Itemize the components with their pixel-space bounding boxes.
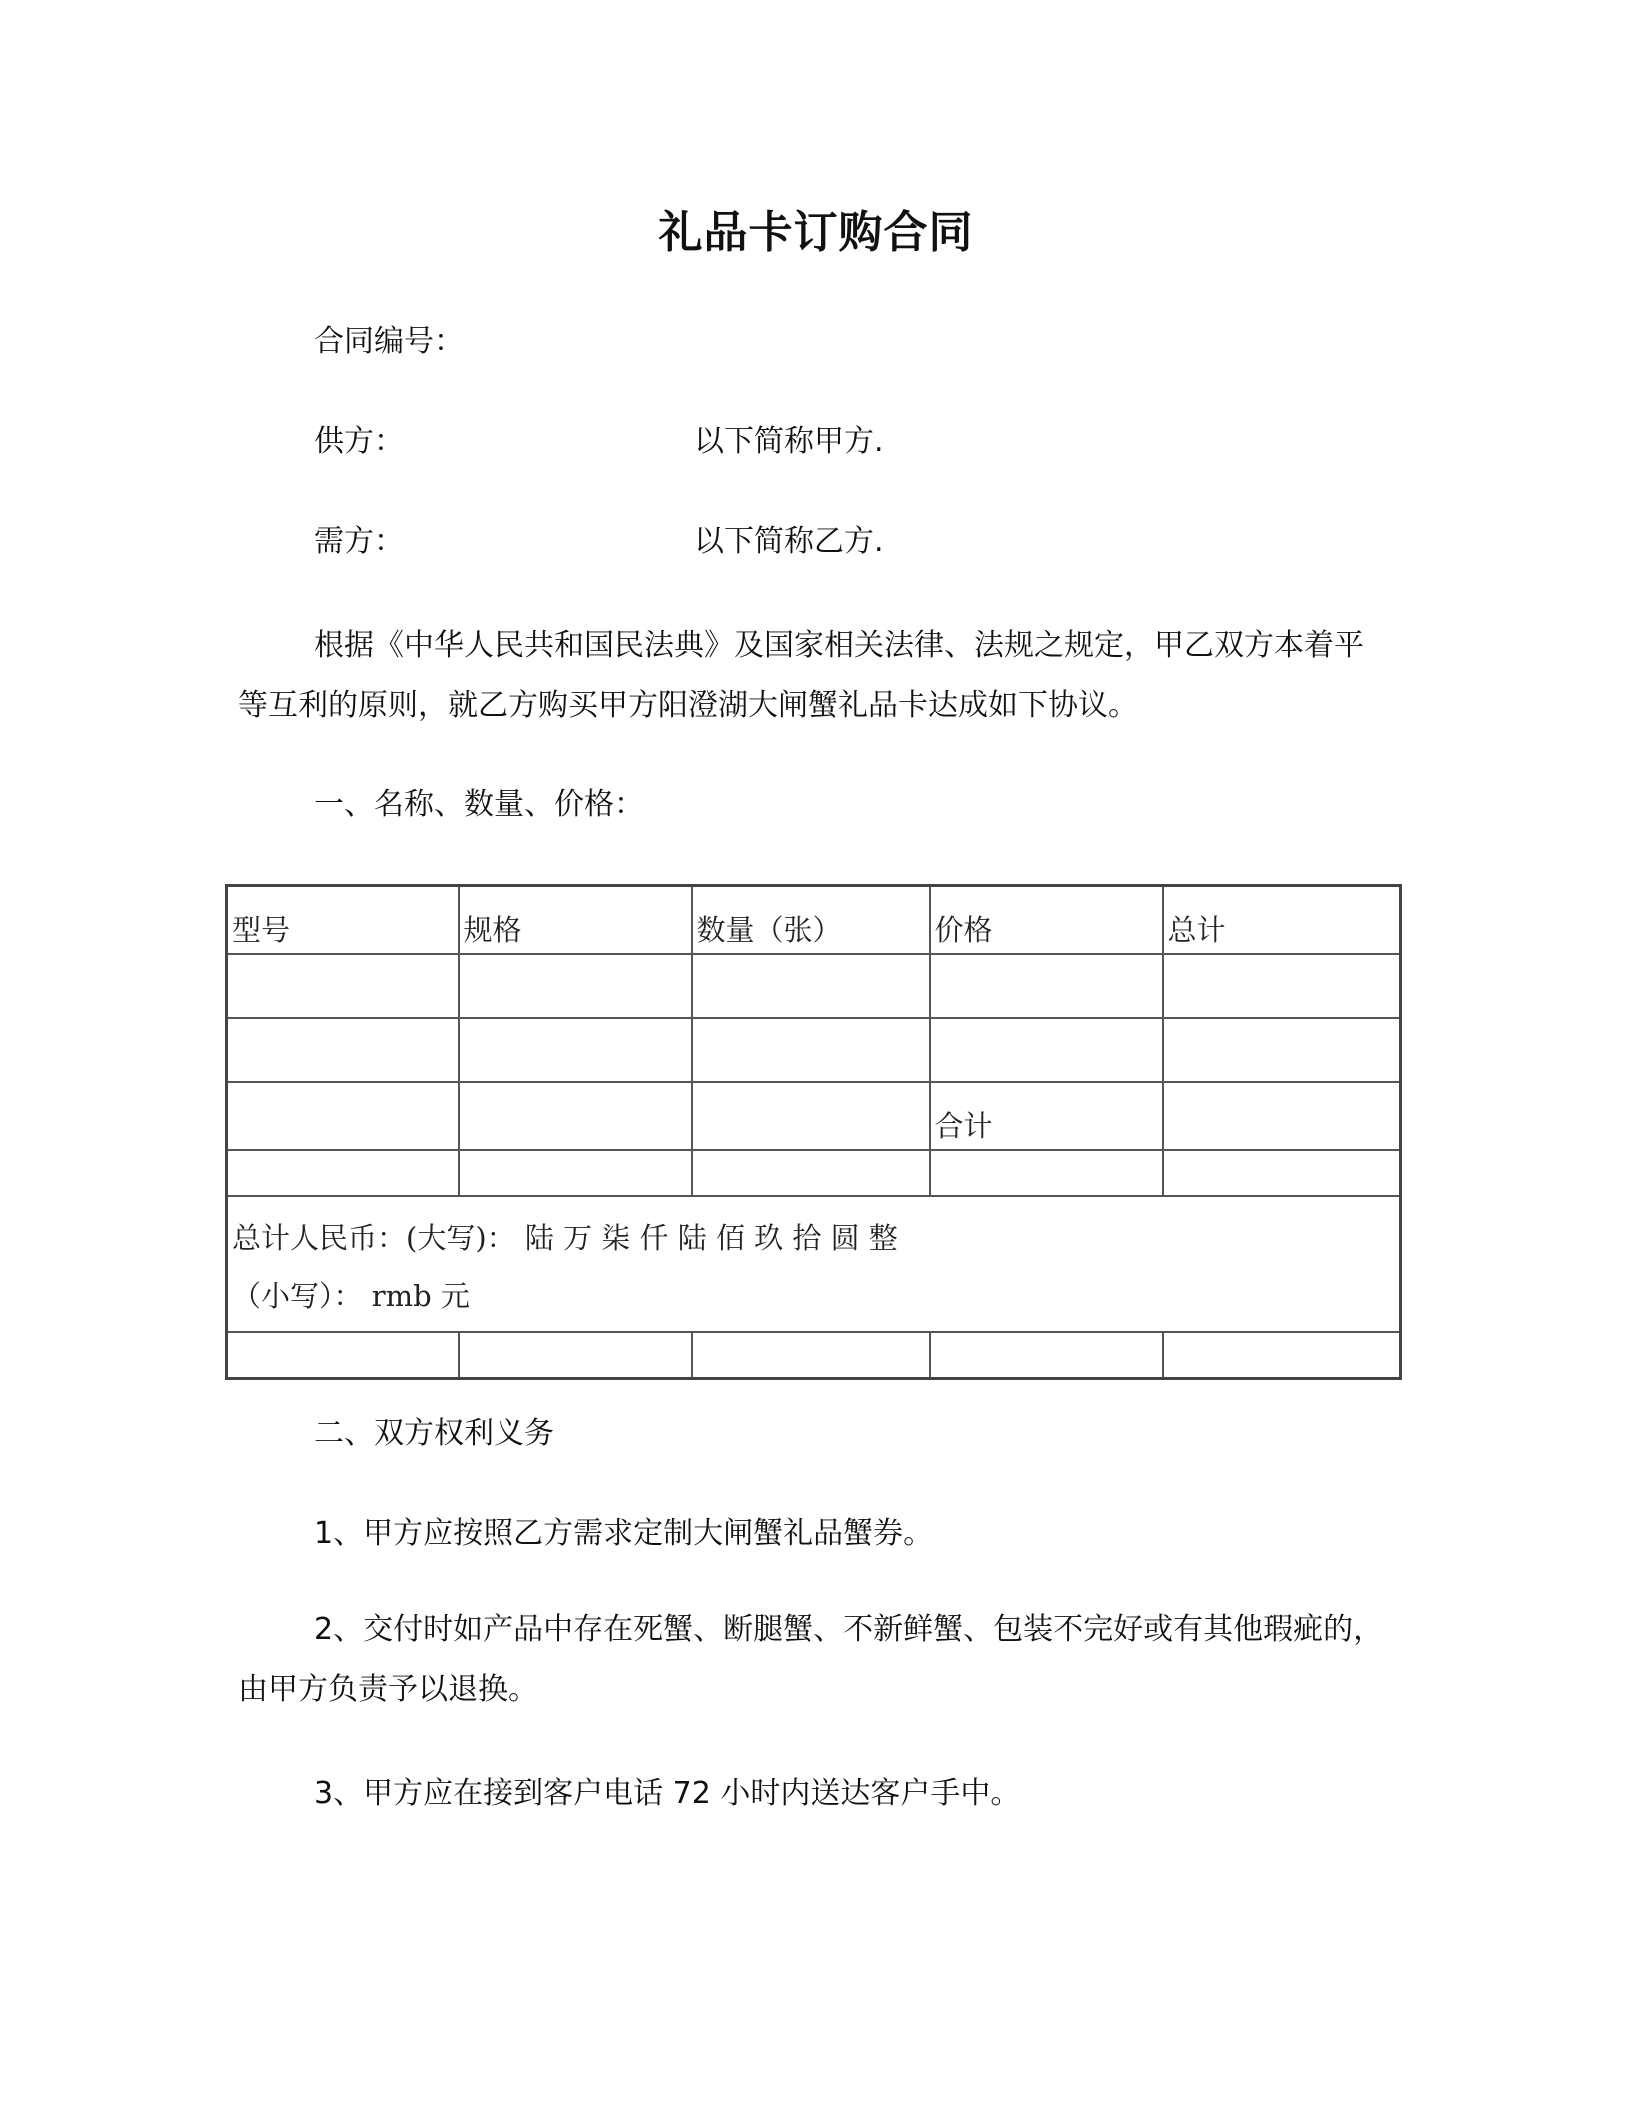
header-spec: 规格 — [459, 886, 692, 955]
table-cell — [930, 1018, 1163, 1082]
subtotal-row — [227, 1082, 1401, 1150]
table-row — [227, 1150, 1401, 1196]
grand-total-cell — [227, 1196, 1401, 1332]
table-cell — [692, 1150, 930, 1196]
table-cell — [692, 954, 930, 1018]
table-cell — [692, 1082, 930, 1150]
header-model: 型号 — [227, 886, 459, 955]
contract-number-label: 合同编号： — [314, 324, 464, 359]
table-cell — [459, 1332, 692, 1379]
table-cell — [930, 1332, 1163, 1379]
table-cell — [227, 954, 459, 1018]
table-cell — [459, 1018, 692, 1082]
supplier-label: 供方： — [314, 424, 404, 459]
table-cell — [459, 1150, 692, 1196]
table-cell — [692, 1332, 930, 1379]
table-cell — [227, 1018, 459, 1082]
table-row — [227, 1018, 1401, 1082]
grand-total-row — [227, 1196, 1401, 1332]
total-uppercase: 总计人民币：(大写)： 陆 万 柒 仟 陆 佰 玖 拾 圆 整 — [232, 1221, 898, 1255]
table-cell — [1163, 1332, 1401, 1379]
table-cell — [1163, 954, 1401, 1018]
header-total: 总计 — [1163, 886, 1401, 955]
clause-1: 1、甲方应按照乙方需求定制大闸蟹礼品蟹券。 — [314, 1516, 934, 1551]
table-cell — [1163, 1150, 1401, 1196]
table-cell — [459, 954, 692, 1018]
intro-paragraph: 根据《中华人民共和国民法典》及国家相关法律、法规之规定，甲乙双方本着平等互利的原则，就乙方购买甲方阳澄湖大闸蟹礼品卡达成如下协议。 — [238, 628, 1364, 723]
table-cell — [227, 1150, 459, 1196]
table-cell — [1163, 1018, 1401, 1082]
table-cell — [1163, 1082, 1401, 1150]
buyer-alias: 以下简称乙方. — [694, 524, 884, 559]
table-cell — [930, 954, 1163, 1018]
order-table — [225, 884, 1402, 1380]
table-header-row — [227, 886, 1401, 955]
clause-2: 2、交付时如产品中存在死蟹、断腿蟹、不新鲜蟹、包装不完好或有其他瑕疵的，由甲方负责予以退换。 — [238, 1612, 1384, 1707]
header-price: 价格 — [930, 886, 1163, 955]
table-cell — [930, 1150, 1163, 1196]
table-cell — [227, 1082, 459, 1150]
table-row — [227, 954, 1401, 1018]
table-cell — [692, 1018, 930, 1082]
clause-3: 3、甲方应在接到客户电话 72 小时内送达客户手中。 — [314, 1776, 1021, 1811]
supplier-alias: 以下简称甲方. — [694, 424, 884, 459]
buyer-label: 需方： — [314, 524, 404, 559]
table-cell — [459, 1082, 692, 1150]
table-cell — [227, 1332, 459, 1379]
total-lowercase: （小写）： rmb 元 — [232, 1279, 470, 1313]
section-2-heading: 二、双方权利义务 — [314, 1416, 554, 1451]
header-quantity: 数量（张） — [692, 886, 930, 955]
table-row — [227, 1332, 1401, 1379]
document-title: 礼品卡订购合同 — [658, 207, 974, 258]
subtotal-label: 合计 — [930, 1082, 1163, 1150]
section-1-heading: 一、名称、数量、价格： — [314, 787, 644, 822]
